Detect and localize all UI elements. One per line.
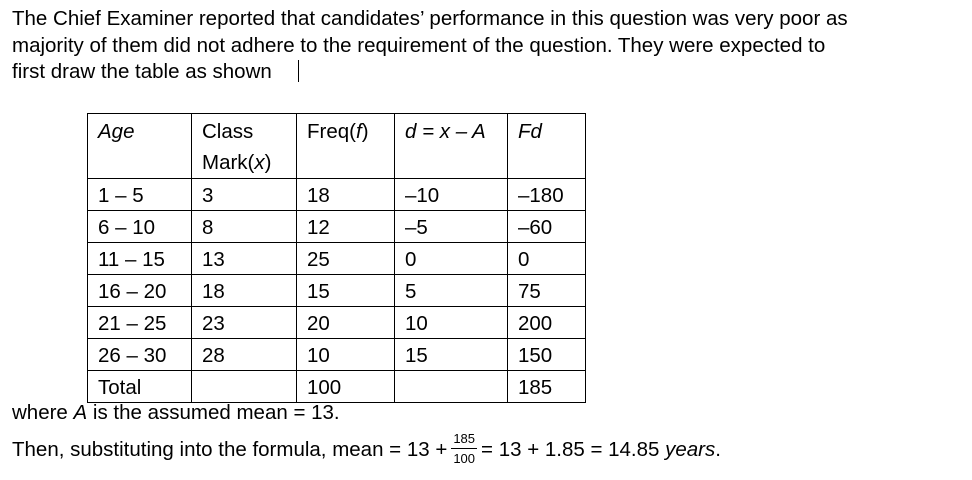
mean-formula-line: Then, substituting into the formula, mean = 13 + $\frac{185}{100}$ = 13 + 1.85 = 14.85 years. <box>12 430 721 466</box>
cell-age: 6 – 10 <box>88 211 192 243</box>
intro-paragraph <box>12 6 967 86</box>
cell-age: 26 – 30 <box>88 339 192 371</box>
cell-frequency: 15 <box>297 275 395 307</box>
cell-deviation: 10 <box>395 307 508 339</box>
cell-frequency: 12 <box>297 211 395 243</box>
intro-line-2: majority of them did not adhere to the requirement of the question. They were expected to <box>12 33 826 57</box>
table-row <box>88 307 586 339</box>
cell-age: 21 – 25 <box>88 307 192 339</box>
header-fd: Fd <box>508 114 586 179</box>
cell-class-mark: 28 <box>192 339 297 371</box>
cell-class-mark: 13 <box>192 243 297 275</box>
cell-deviation: 5 <box>395 275 508 307</box>
intro-line-3-text: first draw the table as shown <box>12 60 272 83</box>
header-deviation: d = x – A <box>395 114 508 179</box>
fraction-denominator: 100 <box>453 450 476 466</box>
cell-age: 16 – 20 <box>88 275 192 307</box>
fraction-numerator: 185 <box>451 431 477 449</box>
cell-total-frequency: 100 <box>297 371 395 403</box>
cell-fd: 75 <box>508 275 586 307</box>
cell-fd: –180 <box>508 179 586 211</box>
cell-class-mark: 8 <box>192 211 297 243</box>
cell-frequency: 10 <box>297 339 395 371</box>
cell-frequency: 18 <box>297 179 395 211</box>
cell-class-mark: 18 <box>192 275 297 307</box>
frequency-table <box>87 113 586 403</box>
header-frequency: Freq(f) <box>297 114 395 179</box>
table-row <box>88 211 586 243</box>
cell-deviation: 0 <box>395 243 508 275</box>
cell-total-class-mark <box>192 371 297 403</box>
table-row <box>88 179 586 211</box>
cell-total-deviation <box>395 371 508 403</box>
cell-deviation: –10 <box>395 179 508 211</box>
cell-deviation: –5 <box>395 211 508 243</box>
cell-fd: 200 <box>508 307 586 339</box>
cell-fd: 0 <box>508 243 586 275</box>
unit-years: years <box>665 438 716 461</box>
cell-frequency: 20 <box>297 307 395 339</box>
header-class-mark: Class Mark(x) <box>192 114 297 179</box>
table-row <box>88 243 586 275</box>
table-total-row <box>88 371 586 403</box>
cell-deviation: 15 <box>395 339 508 371</box>
cell-class-mark: 3 <box>192 179 297 211</box>
cell-frequency: 25 <box>297 243 395 275</box>
cell-fd: –60 <box>508 211 586 243</box>
intro-line-1: The Chief Examiner reported that candidates’ performance in this question was very poor as <box>12 7 848 30</box>
table-header-row <box>88 114 586 179</box>
cell-total-label: Total <box>88 371 192 403</box>
table-row <box>88 339 586 371</box>
fraction <box>451 431 477 467</box>
table-row <box>88 275 586 307</box>
assumed-mean-line: where A is the assumed mean = 13. <box>12 401 340 424</box>
cell-class-mark: 23 <box>192 307 297 339</box>
text-cursor <box>298 60 299 82</box>
cell-total-fd: 185 <box>508 371 586 403</box>
cell-age: 11 – 15 <box>88 243 192 275</box>
header-age: Age <box>88 114 192 179</box>
cell-fd: 150 <box>508 339 586 371</box>
intro-line-3 <box>12 59 967 86</box>
cell-age: 1 – 5 <box>88 179 192 211</box>
assumed-mean-symbol: A <box>73 401 88 424</box>
